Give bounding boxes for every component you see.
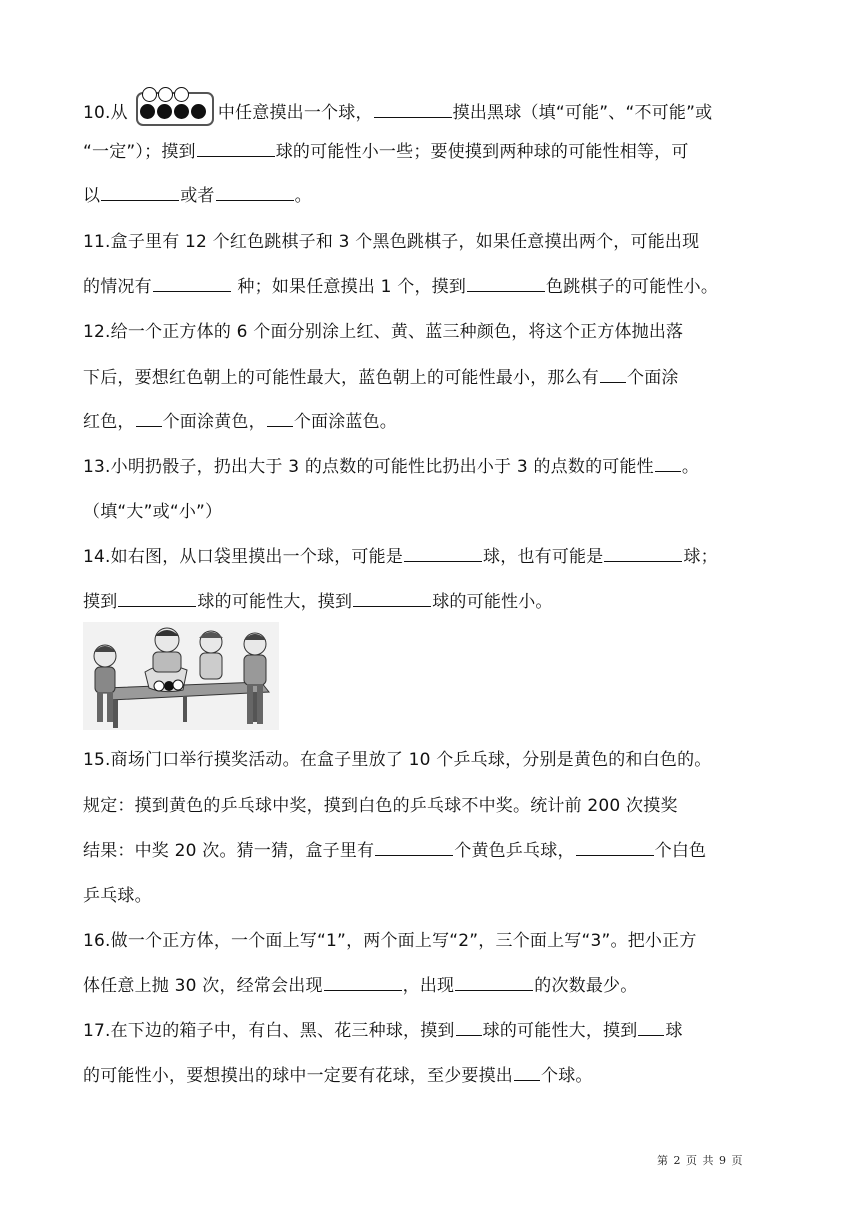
answer-blank[interactable] [576, 839, 654, 856]
q15-line3: 结果：中奖 20 次。猜一猜，盒子里有 个黄色乒乓球， 个白色 [83, 841, 707, 861]
answer-blank[interactable] [638, 1019, 664, 1036]
answer-blank[interactable] [324, 974, 402, 991]
answer-blank[interactable] [604, 545, 682, 562]
answer-blank[interactable] [197, 140, 275, 157]
white-ball [174, 87, 189, 102]
q13-line2: （填“大”或“小”） [83, 502, 223, 522]
answer-blank[interactable] [374, 101, 452, 118]
q11-line2: 的情况有 种；如果任意摸出 1 个，摸到 色跳棋子的可能性小。 [83, 277, 719, 297]
white-ball-icon [173, 680, 183, 690]
black-ball [191, 104, 206, 119]
q15-line2: 规定：摸到黄色的乒乓球中奖，摸到白色的乒乓球不中奖。统计前 200 次摸奖 [83, 796, 678, 816]
q17-line1: 17.在下边的箱子中，有白、黑、花三种球，摸到 球的可能性大，摸到 球 [83, 1021, 683, 1041]
answer-blank[interactable] [136, 410, 162, 427]
q10-line3: 以 或者 。 [83, 186, 312, 206]
black-ball-icon [164, 681, 174, 691]
q14-line1: 14.如右图，从口袋里摸出一个球，可能是 球，也有可能是 球； [83, 547, 718, 567]
answer-blank[interactable] [467, 275, 545, 292]
black-ball [157, 104, 172, 119]
q16-line2: 体任意上抛 30 次，经常会出现 ，出现 的次数最少。 [83, 976, 638, 996]
q11-line1: 11.盒子里有 12 个红色跳棋子和 3 个黑色跳棋子，如果任意摸出两个，可能出现 [83, 232, 700, 252]
q12-line2: 下后，要想红色朝上的可能性最大，蓝色朝上的可能性最小，那么有 个面涂 [83, 368, 679, 388]
answer-blank[interactable] [455, 974, 533, 991]
answer-blank[interactable] [375, 839, 453, 856]
q12-line3: 红色， 个面涂黄色， 个面涂蓝色。 [83, 412, 398, 432]
page-footer: 第 2 页 共 9 页 [657, 1154, 744, 1167]
answer-blank[interactable] [353, 590, 431, 607]
white-ball-icon [154, 681, 164, 691]
q17-line2: 的可能性小，要想摸出的球中一定要有花球，至少要摸出 个球。 [83, 1066, 593, 1086]
q10-line2: “一定”）；摸到 球的可能性小一些；要使摸到两种球的可能性相等，可 [83, 142, 689, 162]
black-ball [174, 104, 189, 119]
answer-blank[interactable] [514, 1064, 540, 1081]
answer-blank[interactable] [118, 590, 196, 607]
q12-line1: 12.给一个正方体的 6 个面分别涂上红、黄、蓝三种颜色，将这个正方体抛出落 [83, 322, 684, 342]
answer-blank[interactable] [153, 275, 231, 292]
white-ball [142, 87, 157, 102]
answer-blank[interactable] [600, 366, 626, 383]
answer-blank[interactable] [267, 410, 293, 427]
q16-line1: 16.做一个正方体，一个面上写“1”，两个面上写“2”，三个面上写“3”。把小正方 [83, 931, 697, 951]
q10-line1: 10.从 中任意摸出一个球， 摸出黑球（填“可能”、“不可能”或 [83, 92, 712, 126]
q15-line4: 乒乓球。 [83, 886, 152, 906]
q13-line1: 13.小明扔骰子，扔出大于 3 的点数的可能性比扔出小于 3 的点数的可能性 。 [83, 457, 700, 477]
q15-line1: 15.商场门口举行摸奖活动。在盒子里放了 10 个乒乓球，分别是黄色的和白色的。 [83, 750, 712, 770]
answer-blank[interactable] [101, 184, 179, 201]
black-ball [140, 104, 155, 119]
q14-line2: 摸到 球的可能性大，摸到 球的可能性小。 [83, 592, 553, 612]
answer-blank[interactable] [216, 184, 294, 201]
answer-blank[interactable] [655, 455, 681, 472]
answer-blank[interactable] [404, 545, 482, 562]
children-drawing-balls-illustration [83, 622, 279, 730]
answer-blank[interactable] [456, 1019, 482, 1036]
white-ball [158, 87, 173, 102]
ball-box-image [136, 92, 214, 126]
